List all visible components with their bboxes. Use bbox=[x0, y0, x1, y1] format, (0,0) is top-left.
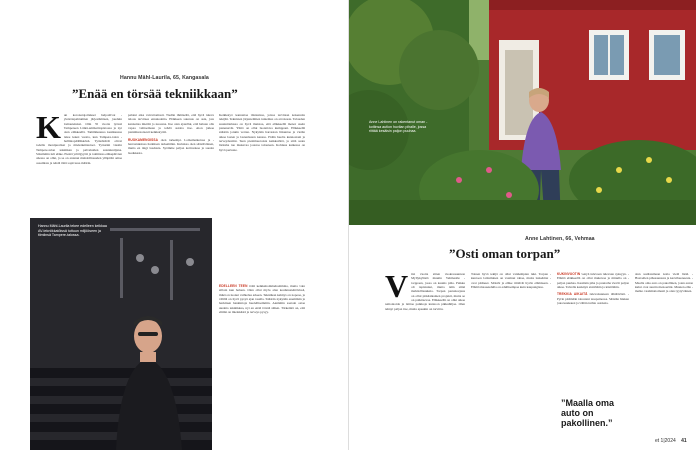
hannu-photo bbox=[30, 218, 212, 450]
anne-photo-illustration bbox=[349, 0, 696, 225]
right-col-2 bbox=[471, 272, 551, 442]
right-col4-text: alan uudistamaan kotia vielä lisää. Haaveilen pihasaunasta ja kasvihuoneesta. Maalla oma auto on pakollinen, joten auton kulut ovat suurin menoeräni. Muuten elän melko vaatimattomasti ja olen tyytyväinen. bbox=[635, 272, 693, 294]
dropcap-left: K bbox=[36, 113, 61, 145]
left-col3-text: Keikkatyö kannattaa tilanteissa, joissa tarvitaan kokenutta tekijää. Teknisten järjestelmien tuntemus on arvokasta. Talouden suunnittelussa on hyvä muistaa, että eläkkeellä menot usein pienenevät. Yhtiö on ollut luotettava kumppani. Eläkkeellä säästän jonkin verran. Nykyään harrastan liikuntaa ja vietän aikaa lasten ja lastenlasten kanssa. Pidän huolta kunnostani ja terveydestäni. Teen pienimuotoisia keikkatöitä, ja siitä saatu lisäraha tuo mukavaa joustoa talouteen. Kohtuus kaikessa on hyvä periaate. bbox=[219, 113, 305, 152]
byline-right: Anne Lahtinen, 66, Vehmaa bbox=[525, 236, 595, 242]
left-col-3b bbox=[219, 284, 305, 434]
right-subhead-1: KUKINVUOTIN bbox=[557, 272, 581, 276]
left-col2-text: palatut aika vaivattomasti. Tiedän ihmiseltä, että hyvä tuleva talous tarvitsee ennakointia. Eläkkeen suuruus on asia, jota kannattaa miettiä jo nuorena. Itse olen ajatellut, että haluan olla vapaa valitsemaan ja tehdä asioita itse. Aion jatkaa pienimuotoisesti keikkatyötä. bbox=[128, 113, 214, 135]
right-col-4 bbox=[635, 272, 693, 434]
footer-issue: et 1|2024 bbox=[655, 438, 676, 444]
hannu-photo-illustration bbox=[30, 218, 212, 450]
left-col2b-text: olen tarkempi. Lomamatkoissa ja harrastuksissa harkitsen tarkemmin. Kuluissa olen säästäväinen, mutta en tingi laadusta. Syömme paljon kotiruokaa ja suosin laadukasta. bbox=[128, 137, 214, 155]
right-col3-text: venyä tulevaan tulevaan syksyyn. Elämä eläkkeellä on ollut mukavaa ja minulla on paljon puuhaa. Kesäisin piha ja puutarha vievät paljon aikaa. Talvella keskityn sisätöihin ja käsitöihin. bbox=[557, 272, 629, 290]
left-col1-text: un koronarajoitukset helpottivat yleisötapahtumien järjestämisen, jouduin lomautetuksi. Olin 35 vuotta työssä Tampereen Lätkä-ammattiopistossa ja nyt olen eläkkeellä. Tammikuussa kesäkuussa tulee kaksi vuotta, kun Tampere-talon hallintopäällikkönä. Työtehtävät olivat todella monipuoliset ja mielenkiintoiset. Työssäni viestin Tampere-talon tekniikan ja palveluiden asiantuntijana. Sittemmin tuli eläke. Pientä yrittäjyyttä ja toimintaa eläkepäivien ohessa on ollut, ja se on antanut mahdollisuuden ylläpitää omaa osaamista ja tehdä töitä sopivassa määrin. bbox=[36, 113, 122, 165]
right-col1-text: iisi vuotta sitten vuokraasunnon Myllykylästä muutin Vehmaalle torppaan, jossa on kaunis piha. Paikka oli rapistunut, mutta näin siinä mahdollisuuksia. Torpan peruskorjaus on ollut pitkäaikainen projekti, mutta se on palkitsevaa. Eläkkeellä on ollut aikaa remontoida ja laittaa paikkoja kuntoon pikkuhiljaa. Olen tehnyt paljon itse, mutta apuakin on tarvittu. bbox=[385, 272, 465, 311]
right-photo-caption: Anne Lahtinen on rakentanut oman kotiinsa aution huvilan pihalle, jossa riittää kesäisin paljon puuhaa. bbox=[369, 120, 428, 134]
right-col-1 bbox=[385, 272, 465, 442]
right-col2-text: Toinen hyvä tekijä on ollut vanhempien tuki. Torpan kuntoon laittaminen on vaatinut rahaa, mutta laskelmat ovat pitäneet. Säästöt ja eläke riittävät hyvin elämiseen. Elämä maaseudulla on edullisempaa kuin kaupungissa. bbox=[471, 272, 551, 290]
right-col-3 bbox=[557, 272, 629, 392]
left-col2c-text: töitä keikkahommehommina, mutta vain silloin kun haluan. Olen ollut myös alan koulutustehtävissä, mikä on tuonut vaihtelua arkeen. Tekniikan kehitys on nopeaa, ja välillä on hyvä pysyä ajan tasalla. Säästän nykyään enemmän ja harkitsen hankintoja huolellisemmin. Aiemmin saatoin ostaa uusinta tekniikkaa, nyt en enää törsää siihen. Tärkeintä on, että elämä on mielekästä ja terveys pysyy. bbox=[219, 284, 305, 315]
dropcap-right: V bbox=[385, 272, 409, 304]
byline-left: Hannu Mähl-Laurila, 65, Kangasala bbox=[120, 75, 209, 81]
left-col-3 bbox=[219, 113, 305, 273]
pullquote: ”Maalla oma auto on pakollinen.” bbox=[561, 398, 615, 428]
left-col-1 bbox=[36, 113, 122, 215]
right-subhead-2: TREKKIA AIKAITÄ bbox=[557, 292, 588, 297]
page-number: 41 bbox=[681, 438, 687, 444]
headline-left: ”Enää en törsää tekniikkaan” bbox=[72, 86, 238, 101]
headline-right: ”Osti oman torpan” bbox=[449, 246, 561, 261]
left-subhead-2: EDELLEEN TEEN bbox=[219, 284, 248, 288]
anne-photo bbox=[349, 0, 696, 225]
left-subhead-1: RUOKAMENOISSA bbox=[128, 137, 158, 142]
right-col3b-text: tulevaisuuteen tähtäävästi. Pyrin pitämään talouteni tasapainossa. Säästän hiukan joka kuukausi ja vältän turhia ostoksia. bbox=[557, 292, 629, 306]
page-footer bbox=[655, 438, 687, 444]
left-col-2 bbox=[128, 113, 214, 215]
right-page bbox=[348, 0, 696, 450]
left-photo-caption: Hannu Mähl-Laurila tekee edelleen keikkaa AV-tekniikkatöissä tuttuun miljööseen ja tiimiinsä Tampere-talossa. bbox=[38, 224, 107, 238]
